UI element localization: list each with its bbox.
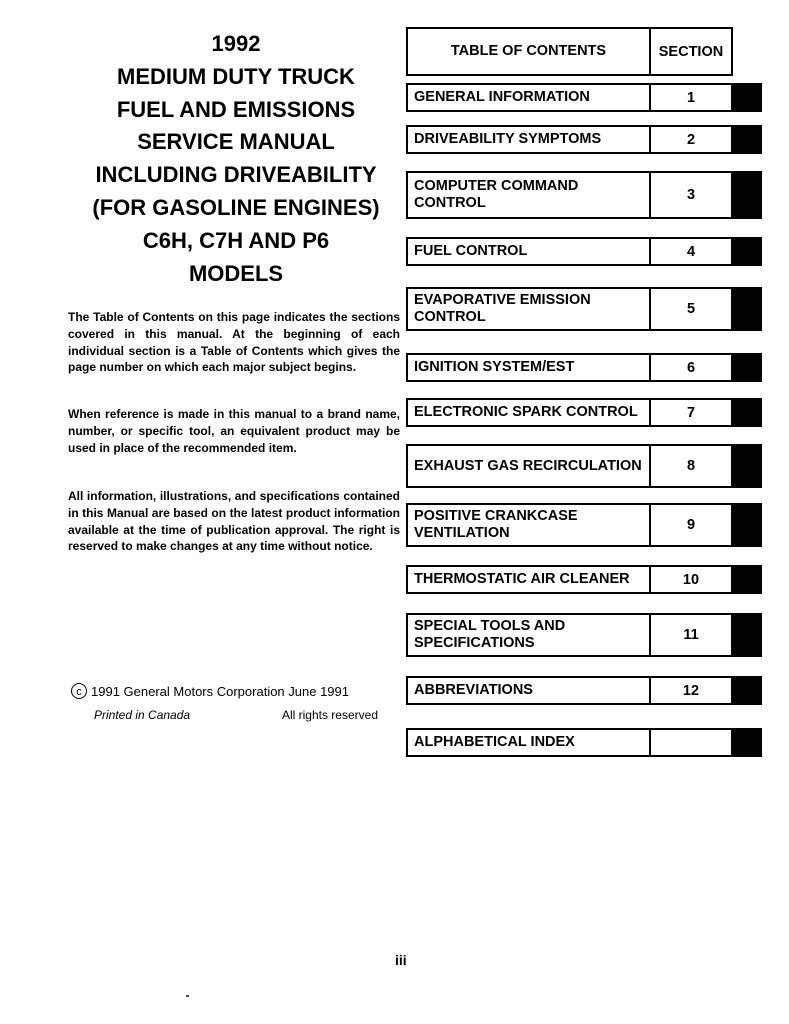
toc-section-number: 11 (649, 613, 733, 657)
toc-label: ALPHABETICAL INDEX (406, 728, 651, 757)
toc-section-number: 10 (649, 565, 733, 594)
toc-row-general-information[interactable] (406, 83, 762, 112)
toc-row-positive-crankcase-ventilation[interactable] (406, 503, 762, 547)
toc-label: ELECTRONIC SPARK CONTROL (406, 398, 651, 427)
toc-row-special-tools-and-specifications[interactable] (406, 613, 762, 657)
toc-section-number: 2 (649, 125, 733, 154)
section-tab-marker (733, 565, 762, 594)
section-tab-marker (733, 444, 762, 488)
toc-row-alphabetical-index[interactable] (406, 728, 762, 757)
page-number: iii (395, 952, 407, 968)
toc-row-abbreviations[interactable] (406, 676, 762, 705)
toc-label: POSITIVE CRANKCASE VENTILATION (406, 503, 651, 547)
section-tab-marker (733, 287, 762, 331)
section-tab-marker (733, 83, 762, 112)
toc-section-number: 9 (649, 503, 733, 547)
section-tab-marker (733, 503, 762, 547)
toc-label: THERMOSTATIC AIR CLEANER (406, 565, 651, 594)
title-line: INCLUDING DRIVEABILITY (95, 162, 377, 188)
copyright-line (71, 683, 391, 699)
copyright-icon: c (71, 683, 87, 699)
section-tab-marker (733, 125, 762, 154)
toc-section-number: 3 (649, 171, 733, 219)
toc-intro-paragraph: The Table of Contents on this page indicates the sections covered in this manual. At the beginning of each individual section is a Table of Contents which gives the page number on which each major subject begins. (68, 310, 400, 375)
section-tab-marker (733, 613, 762, 657)
toc-label: ABBREVIATIONS (406, 676, 651, 705)
toc-section-number: 7 (649, 398, 733, 427)
section-tab-marker (733, 353, 762, 382)
section-tab-marker (733, 171, 762, 219)
toc-section-number: 4 (649, 237, 733, 266)
toc-row-ignition-system-est[interactable] (406, 353, 762, 382)
toc-label: IGNITION SYSTEM/EST (406, 353, 651, 382)
rights-reserved: All rights reserved (281, 708, 378, 722)
toc-label: COMPUTER COMMAND CONTROL (406, 171, 651, 219)
toc-row-driveability-symptoms[interactable] (406, 125, 762, 154)
toc-row-computer-command-control[interactable] (406, 171, 762, 219)
manual-title (60, 28, 412, 290)
toc-section-number: 12 (649, 676, 733, 705)
toc-row-electronic-spark-control[interactable] (406, 398, 762, 427)
toc-row-evaporative-emission-control[interactable] (406, 287, 762, 331)
title-line: MODELS (188, 260, 284, 286)
copyright-text: 1991 General Motors Corporation June 1991 (91, 683, 349, 699)
toc-section-number: 8 (649, 444, 733, 488)
toc-header-label: TABLE OF CONTENTS (406, 27, 651, 76)
toc-row-exhaust-gas-recirculation[interactable] (406, 444, 762, 488)
toc-row-thermostatic-air-cleaner[interactable] (406, 565, 762, 594)
toc-header (406, 27, 733, 76)
section-tab-marker (733, 676, 762, 705)
title-line: MEDIUM DUTY TRUCK (117, 63, 355, 89)
scan-speck (186, 995, 189, 997)
toc-label: DRIVEABILITY SYMPTOMS (406, 125, 651, 154)
toc-section-number: 1 (649, 83, 733, 112)
toc-header-section: SECTION (649, 27, 733, 76)
disclaimer-paragraph: All information, illustrations, and specifications contained in this Manual are based on the latest product information available at the time of publication approval. The right is reserved to make changes at any time without notice. (68, 489, 400, 554)
toc-label: EXHAUST GAS RECIRCULATION (406, 444, 651, 488)
toc-section-number: 5 (649, 287, 733, 331)
brand-reference-paragraph: When reference is made in this manual to a brand name, number, or specific tool, an equivalent product may be used in place of the recommended item. (68, 407, 400, 455)
toc-label: SPECIAL TOOLS AND SPECIFICATIONS (406, 613, 651, 657)
toc-label: FUEL CONTROL (406, 237, 651, 266)
title-line: C6H, C7H AND P6 (142, 227, 330, 253)
title-line: (FOR GASOLINE ENGINES) (92, 194, 380, 220)
toc-section-number (649, 728, 733, 757)
toc-label: EVAPORATIVE EMISSION CONTROL (406, 287, 651, 331)
title-line: SERVICE MANUAL (137, 129, 335, 155)
section-tab-marker (733, 728, 762, 757)
title-line: 1992 (211, 31, 261, 56)
printed-line (94, 708, 378, 722)
toc-row-fuel-control[interactable] (406, 237, 762, 266)
printed-in: Printed in Canada (94, 708, 191, 722)
title-line: FUEL AND EMISSIONS (116, 96, 356, 122)
section-tab-marker (733, 237, 762, 266)
toc-section-number: 6 (649, 353, 733, 382)
toc-label: GENERAL INFORMATION (406, 83, 651, 112)
section-tab-marker (733, 398, 762, 427)
